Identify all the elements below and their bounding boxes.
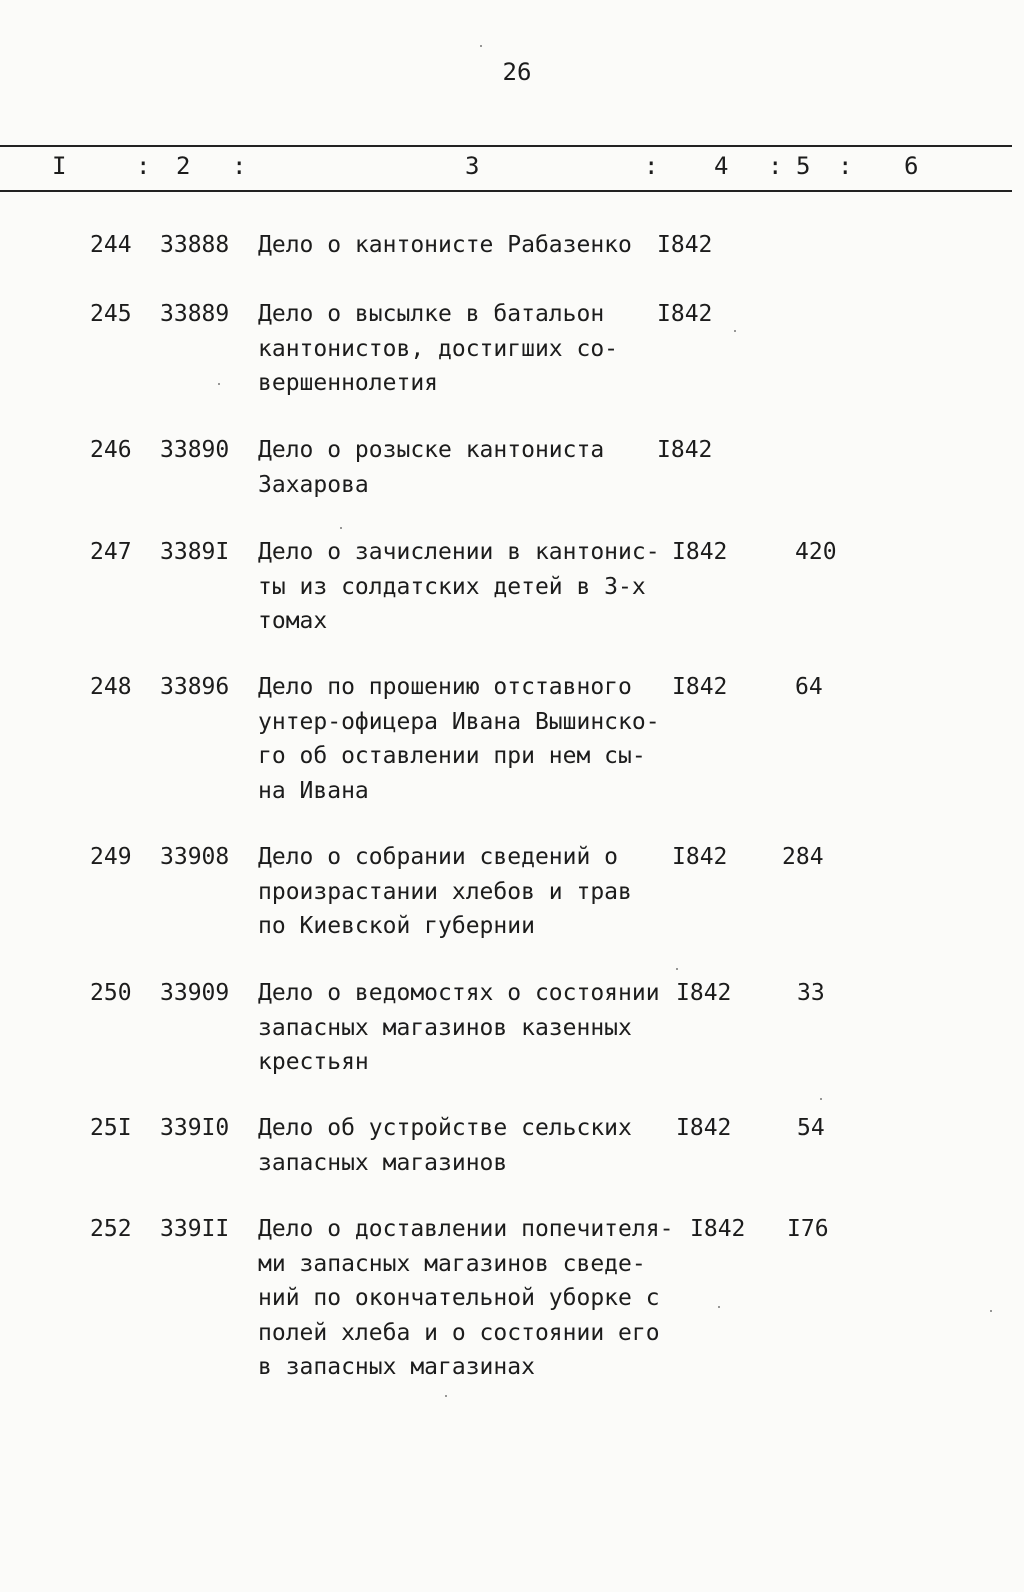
archive-number: 33890 xyxy=(160,437,230,463)
column-separator: : xyxy=(232,152,247,180)
column-separator: : xyxy=(768,152,783,180)
column-header-1: I xyxy=(52,152,67,180)
column-header-6: 6 xyxy=(904,152,919,180)
record-number: 247 xyxy=(90,539,132,565)
record-year: I842 xyxy=(657,301,713,327)
record-number: 245 xyxy=(90,301,132,327)
record-year: I842 xyxy=(657,232,713,258)
record-year: I842 xyxy=(672,674,728,700)
record-title: Дело о доставлении попечителя- ми запасных магазинов сведе- ний по окончательной уборке с полей хлеба и о состоянии его в запасных магазинах xyxy=(258,1216,674,1380)
record-year: I842 xyxy=(676,980,732,1006)
record-title: Дело о зачислении в кантонис- ты из солдатских детей в 3-х томах xyxy=(258,539,660,634)
record-title: Дело о розыске кантониста Захарова xyxy=(258,437,605,498)
record-year: I842 xyxy=(676,1115,732,1141)
archive-number: 33909 xyxy=(160,980,230,1006)
column-header-5: 5 xyxy=(796,152,811,180)
column-header-4: 4 xyxy=(714,152,729,180)
scan-speck xyxy=(340,527,342,529)
archive-number: 3389I xyxy=(160,539,230,565)
sheet-count: 284 xyxy=(782,844,824,870)
column-header-3: 3 xyxy=(465,152,480,180)
record-year: I842 xyxy=(672,844,728,870)
record-year: I842 xyxy=(657,437,713,463)
sheet-count: I76 xyxy=(787,1216,829,1242)
record-number: 244 xyxy=(90,232,132,258)
scan-speck xyxy=(820,1098,822,1100)
record-number: 248 xyxy=(90,674,132,700)
scan-speck xyxy=(480,45,482,47)
record-number: 250 xyxy=(90,980,132,1006)
scan-speck xyxy=(218,383,220,385)
sheet-count: 420 xyxy=(795,539,837,565)
record-number: 246 xyxy=(90,437,132,463)
column-header-2: 2 xyxy=(176,152,191,180)
archive-number: 33896 xyxy=(160,674,230,700)
record-title: Дело о собрании сведений о произрастании хлебов и трав по Киевской губернии xyxy=(258,844,632,939)
scan-speck xyxy=(990,1310,992,1312)
column-separator: : xyxy=(838,152,853,180)
record-number: 249 xyxy=(90,844,132,870)
sheet-count: 64 xyxy=(795,674,823,700)
scan-speck xyxy=(718,1306,720,1308)
archive-number: 339II xyxy=(160,1216,230,1242)
archive-number: 33889 xyxy=(160,301,230,327)
record-title: Дело о ведомостях о состоянии запасных магазинов казенных крестьян xyxy=(258,980,660,1075)
record-title: Дело по прошению отставного унтер-офицера Ивана Вышинско- го об оставлении при нем сы- на Ивана xyxy=(258,674,660,804)
scan-speck xyxy=(445,1395,447,1397)
sheet-count: 33 xyxy=(797,980,825,1006)
record-title: Дело о высылке в батальон кантонистов, достигших со- вершеннолетия xyxy=(258,301,619,396)
archive-number: 33888 xyxy=(160,232,230,258)
page-number: 26 xyxy=(502,58,532,86)
table-header-bottom-rule xyxy=(0,190,1012,192)
column-separator: : xyxy=(136,152,151,180)
record-year: I842 xyxy=(672,539,728,565)
record-number: 252 xyxy=(90,1216,132,1242)
record-title: Дело о кантонисте Рабазенко xyxy=(258,232,632,258)
sheet-count: 54 xyxy=(797,1115,825,1141)
archive-number: 339I0 xyxy=(160,1115,230,1141)
scan-speck xyxy=(734,330,736,332)
table-header-top-rule xyxy=(0,145,1012,147)
archive-number: 33908 xyxy=(160,844,230,870)
scan-speck xyxy=(676,968,678,970)
record-year: I842 xyxy=(690,1216,746,1242)
record-title: Дело об устройстве сельских запасных магазинов xyxy=(258,1115,632,1176)
record-number: 25I xyxy=(90,1115,132,1141)
column-separator: : xyxy=(644,152,659,180)
